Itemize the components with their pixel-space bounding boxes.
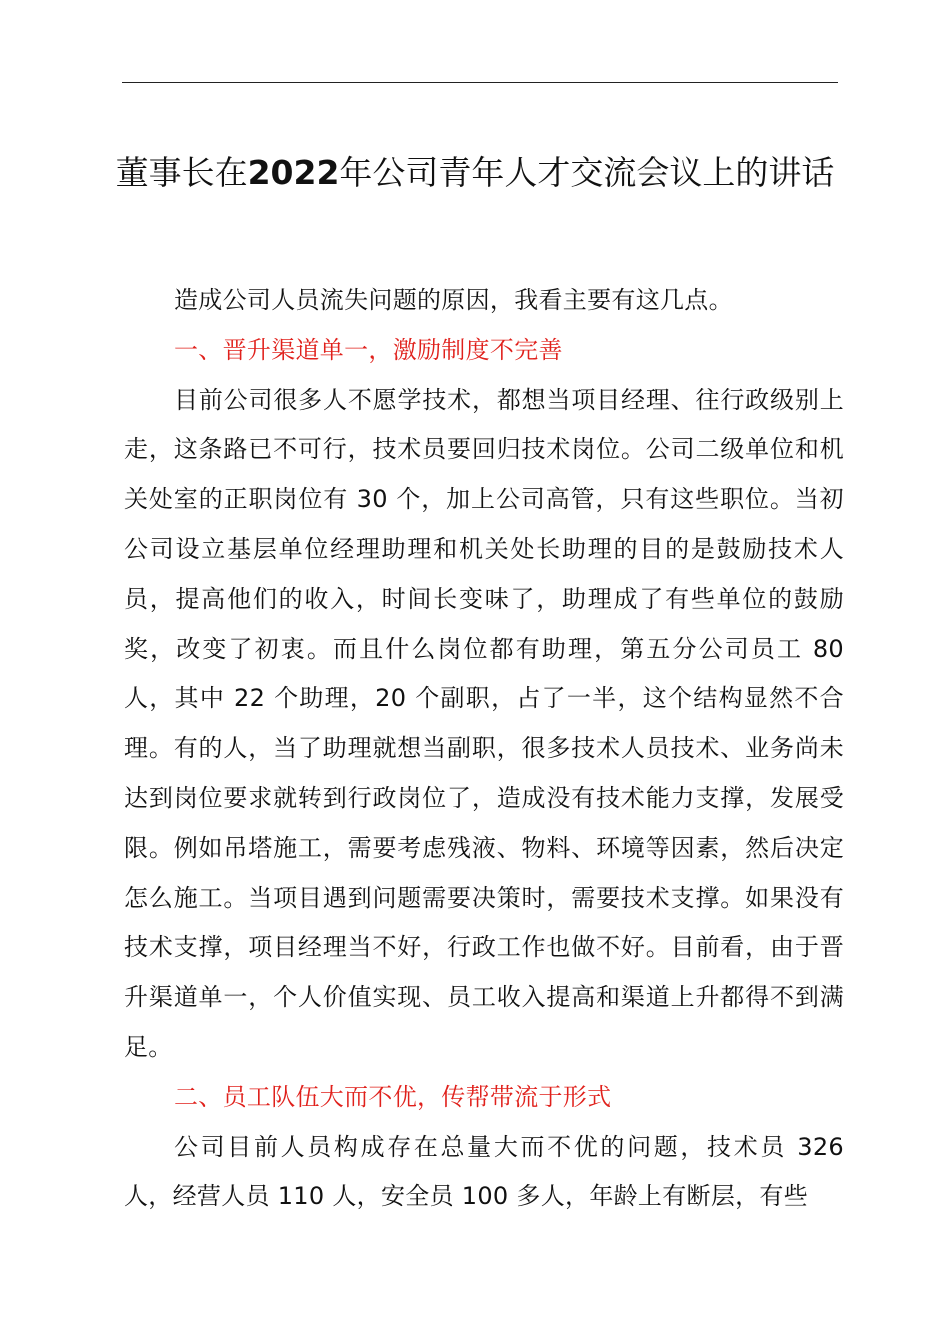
section-heading-1: 一、晋升渠道单一，激励制度不完善 [174,335,563,364]
document-title [100,148,850,198]
header-rule [122,82,838,83]
paragraph-intro: 造成公司人员流失问题的原因，我看主要有这几点。 [174,286,733,314]
paragraph-section-1: 目前公司很多人不愿学技术，都想当项目经理、往行政级别上走，这条路已不可行，技术员要回归技术岗位。公司二级单位和机关处室的正职岗位有 30 个，加上公司高管，只有这些职位。当初公司设立基层单位经理助理和机关处长助理的目的是鼓励技术人员，提高他们的收入，时间长变味了，助理成了有些单位的鼓励奖，改变了初衷。而且什么岗位都有助理，第五分公司员工 80 人，其中 22 个助理，20 个副职，占了一半，这个结构显然不合理。有的人，当了助理就想当副职，很多技术人员技术、业务尚未达到岗位要求就转到行政岗位了，造成没有技术能力支撑，发展受限。例如吊塔施工，需要考虑残液、物料、环境等因素，然后决定怎么施工。当项目遇到问题需要决策时，需要技术支撑。如果没有技术支撑，项目经理当不好，行政工作也做不好。目前看，由于晋升渠道单一，个人价值实现、员工收入提高和渠道上升都得不到满足。 [124,385,844,1061]
title-part-2: 年公司青年人才交流会议上的讲话 [339,153,835,192]
document-body [124,276,844,1222]
title-part-1: 董事长在 [115,153,248,192]
section-heading-2: 二、员工队伍大而不优，传帮带流于形式 [174,1082,612,1111]
paragraph-section-2: 公司目前人员构成存在总量大而不优的问题，技术员 326 人，经营人员 110 人，安全员 100 多人，年龄上有断层，有些 [124,1132,844,1211]
title-year: 2022 [247,153,340,192]
